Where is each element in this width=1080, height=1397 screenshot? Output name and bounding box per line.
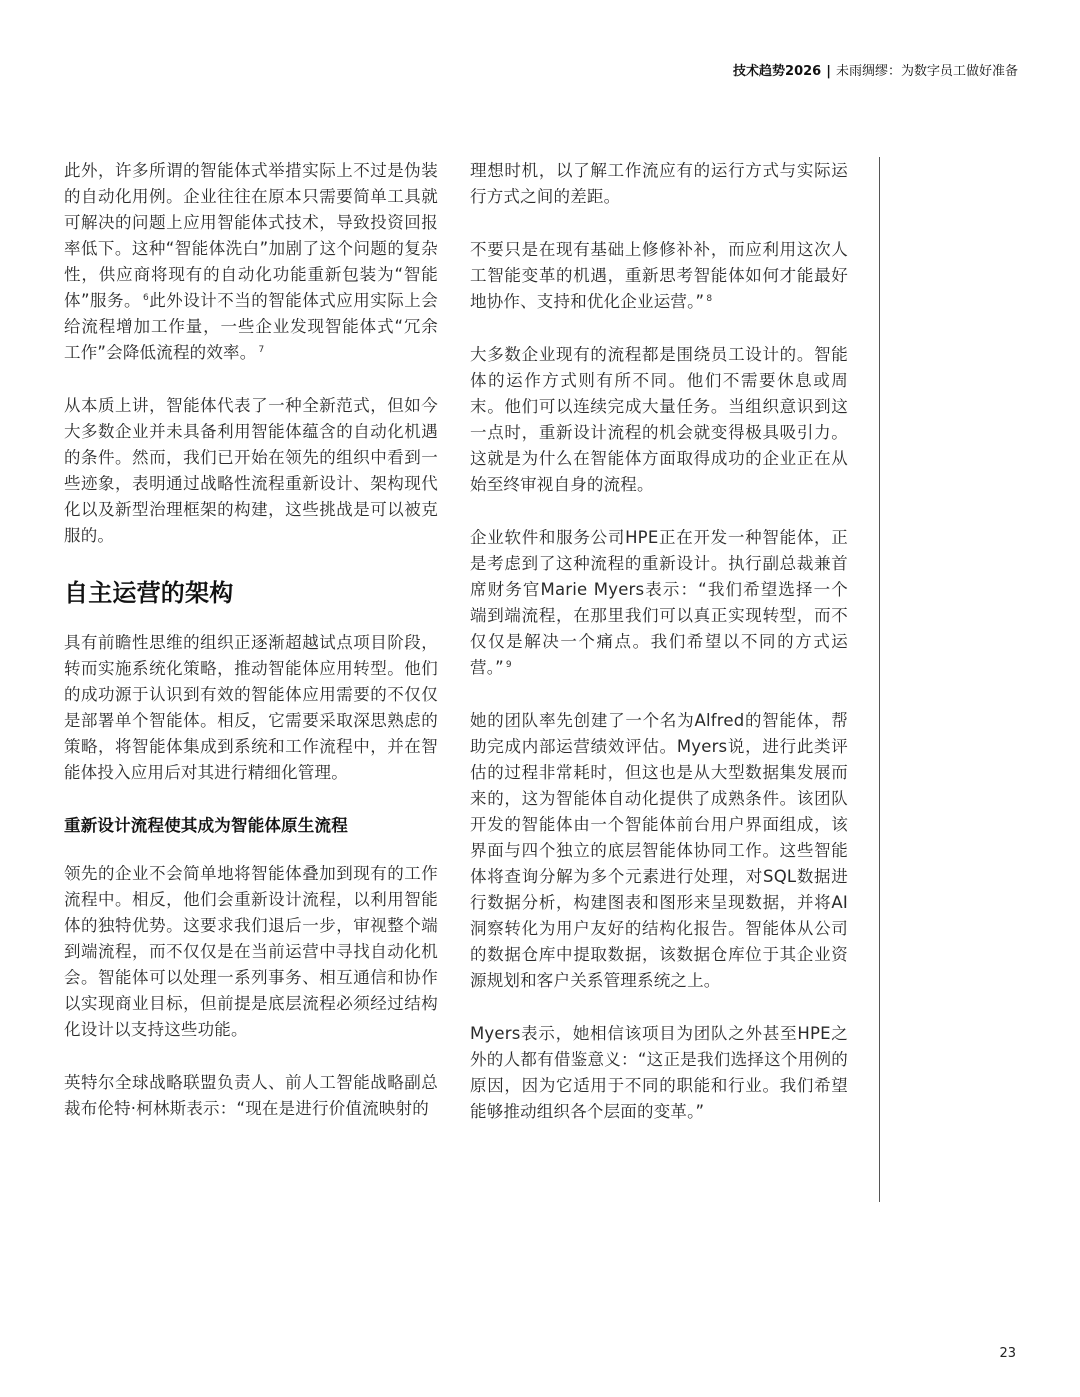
paragraph-text: 此外设计不当的智能体式应用实际上会给流程增加工作量，一些企业发现智能体式“冗余工作”会降低流程的效率。 — [64, 291, 438, 362]
paragraph: 大多数企业现有的流程都是围绕员工设计的。智能体的运作方式则有所不同。他们不需要休息或周末。他们可以连续完成大量任务。当组织意识到这一点时，重新设计流程的机会就变得极具吸引力。这就是为什么在智能体方面取得成功的企业正在从始至终审视自身的流程。 — [470, 345, 848, 494]
paragraph: 从本质上讲，智能体代表了一种全新范式，但如今大多数企业并未具备利用智能体蕴含的自动化机遇的条件。然而，我们已开始在领先的组织中看到一些迹象，表明通过战略性流程重新设计、架构现代化以及新型治理框架的构建，这些挑战是可以被克服的。 — [64, 396, 438, 545]
header-title: 未雨绸缪：为数字员工做好准备 — [835, 64, 1018, 79]
header-separator: | — [826, 64, 831, 79]
column-divider — [879, 157, 880, 1202]
paragraph: Myers表示，她相信该项目为团队之外甚至HPE之外的人都有借鉴意义：“这正是我们选择这个用例的原因，因为它适用于不同的职能和行业。我们希望能够推动组织各个层面的变革。” — [470, 1024, 848, 1121]
paragraph: 英特尔全球战略联盟负责人、前人工智能战略副总裁布伦特·柯林斯表示：“现在是进行价值流映射的 — [64, 1073, 438, 1118]
left-column — [64, 158, 438, 1149]
header-section: 技术趋势2026 — [733, 64, 822, 79]
paragraph: 具有前瞻性思维的组织正逐渐超越试点项目阶段，转而实施系统化策略，推动智能体应用转型。他们的成功源于认识到有效的智能体应用需要的不仅仅是部署单个智能体。相反，它需要采取深思熟虑的策略，将智能体集成到系统和工作流程中，并在智能体投入应用后对其进行精细化管理。 — [64, 633, 438, 782]
paragraph — [64, 158, 438, 366]
footnote-ref[interactable]: 8 — [706, 293, 713, 304]
right-column — [470, 158, 848, 1152]
footnote-ref[interactable]: 7 — [258, 344, 265, 355]
footnote-ref[interactable]: 9 — [505, 659, 512, 670]
section-heading: 自主运营的架构 — [64, 579, 234, 607]
paragraph-text: 此外，许多所谓的智能体式举措实际上不过是伪装的自动化用例。企业往往在原本只需要简单工具就可解决的问题上应用智能体式技术，导致投资回报率低下。这种“智能体洗白”加剧了这个问题的复杂性，供应商将现有的自动化功能重新包装为“智能体”服务。 — [64, 161, 438, 310]
paragraph-text: 不要只是在现有基础上修修补补，而应利用这次人工智能变革的机遇，重新思考智能体如何才能最好地协作、支持和优化企业运营。” — [470, 240, 848, 311]
paragraph — [470, 525, 848, 681]
paragraph-text: 企业软件和服务公司HPE正在开发一种智能体，正是考虑到了这种流程的重新设计。执行副总裁兼首席财务官Marie Myers表示：“我们希望选择一个端到端流程，在那里我们可以真正实现转型，而不仅仅是解决一个痛点。我们希望以不同的方式运营。” — [470, 528, 848, 677]
running-header — [733, 60, 1018, 79]
paragraph: 她的团队率先创建了一个名为Alfred的智能体，帮助完成内部运营绩效评估。Myers说，进行此类评估的过程非常耗时，但这也是从大型数据集发展而来的，这为智能体自动化提供了成熟条件。该团队开发的智能体由一个智能体前台用户界面组成，该界面与四个独立的底层智能体协同工作。这些智能体将查询分解为多个元素进行处理，对SQL数据进行数据分析，构建图表和图形来呈现数据，并将AI洞察转化为用户友好的结构化报告。智能体从公司的数据仓库中提取数据，该数据仓库位于其企业资源规划和客户关系管理系统之上。 — [470, 711, 848, 990]
footnote-ref[interactable]: 6 — [143, 292, 149, 303]
paragraph — [470, 237, 848, 315]
subsection-heading: 重新设计流程使其成为智能体原生流程 — [64, 816, 348, 835]
paragraph: 领先的企业不会简单地将智能体叠加到现有的工作流程中。相反，他们会重新设计流程，以利用智能体的独特优势。这要求我们退后一步，审视整个端到端流程，而不仅仅是在当前运营中寻找自动化机会。智能体可以处理一系列事务、相互通信和协作以实现商业目标，但前提是底层流程必须经过结构化设计以支持这些功能。 — [64, 864, 438, 1039]
paragraph: 理想时机，以了解工作流应有的运行方式与实际运行方式之间的差距。 — [470, 161, 848, 206]
page-number: 23 — [999, 1346, 1016, 1361]
